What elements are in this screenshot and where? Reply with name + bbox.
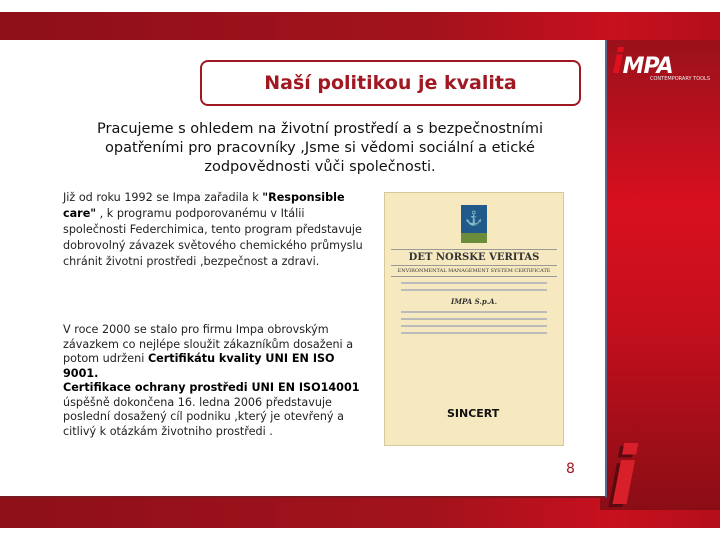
impa-i-logo-icon: i xyxy=(610,430,638,523)
certificate-type: ENVIRONMENTAL MANAGEMENT SYSTEM CERTIFICATE xyxy=(391,266,557,277)
slide-title: Naší politikou je kvalita xyxy=(264,72,517,94)
title-box xyxy=(200,60,581,106)
paragraph-iso: V roce 2000 se stalo pro firmu Impa obrovským závazkem co nejlépe sloužit zákazníkům dosaženi a potom udrženi Certifikátu kvality UNI EN ISO 9001. Certifikace ochrany prostředi UNI EN ISO14001 úspěšně dokončena 16. ledna 2006 představuje poslední dosažený cíl podniku ,který je otevřený a citlivý k otázkám životniho prostředi . xyxy=(63,323,360,438)
intro-text: Pracujeme s ohledem na životní prostředí a s bezpečnostními opatřeními pro pracovníky ,Jsme si vědomi sociální a etické zodpovědnosti vůči společnosti. xyxy=(97,121,543,175)
certificate-org: DET NORSKE VERITAS xyxy=(391,249,557,266)
sincert-logo: SINCERT xyxy=(447,407,500,420)
certificate-company: IMPA S.p.A. xyxy=(450,297,498,306)
impa-logo: iMPA xyxy=(612,42,673,82)
certificate-image xyxy=(384,192,564,446)
logo-tagline: CONTEMPORARY TOOLS xyxy=(650,76,711,82)
anchor-seal-icon: ⚓ xyxy=(461,205,487,233)
dnv-badge xyxy=(461,233,487,243)
page-number: 8 xyxy=(566,461,575,477)
paragraph-responsible-care: Již od roku 1992 se Impa zařadila k "Responsible care" , k programu podporovanému v Itálii společnosti Federchimica, tento program představuje dobrovolný závazek světového chemického průmyslu chránit životni prostředi ,bezpečnost a zdravi. xyxy=(63,191,363,268)
